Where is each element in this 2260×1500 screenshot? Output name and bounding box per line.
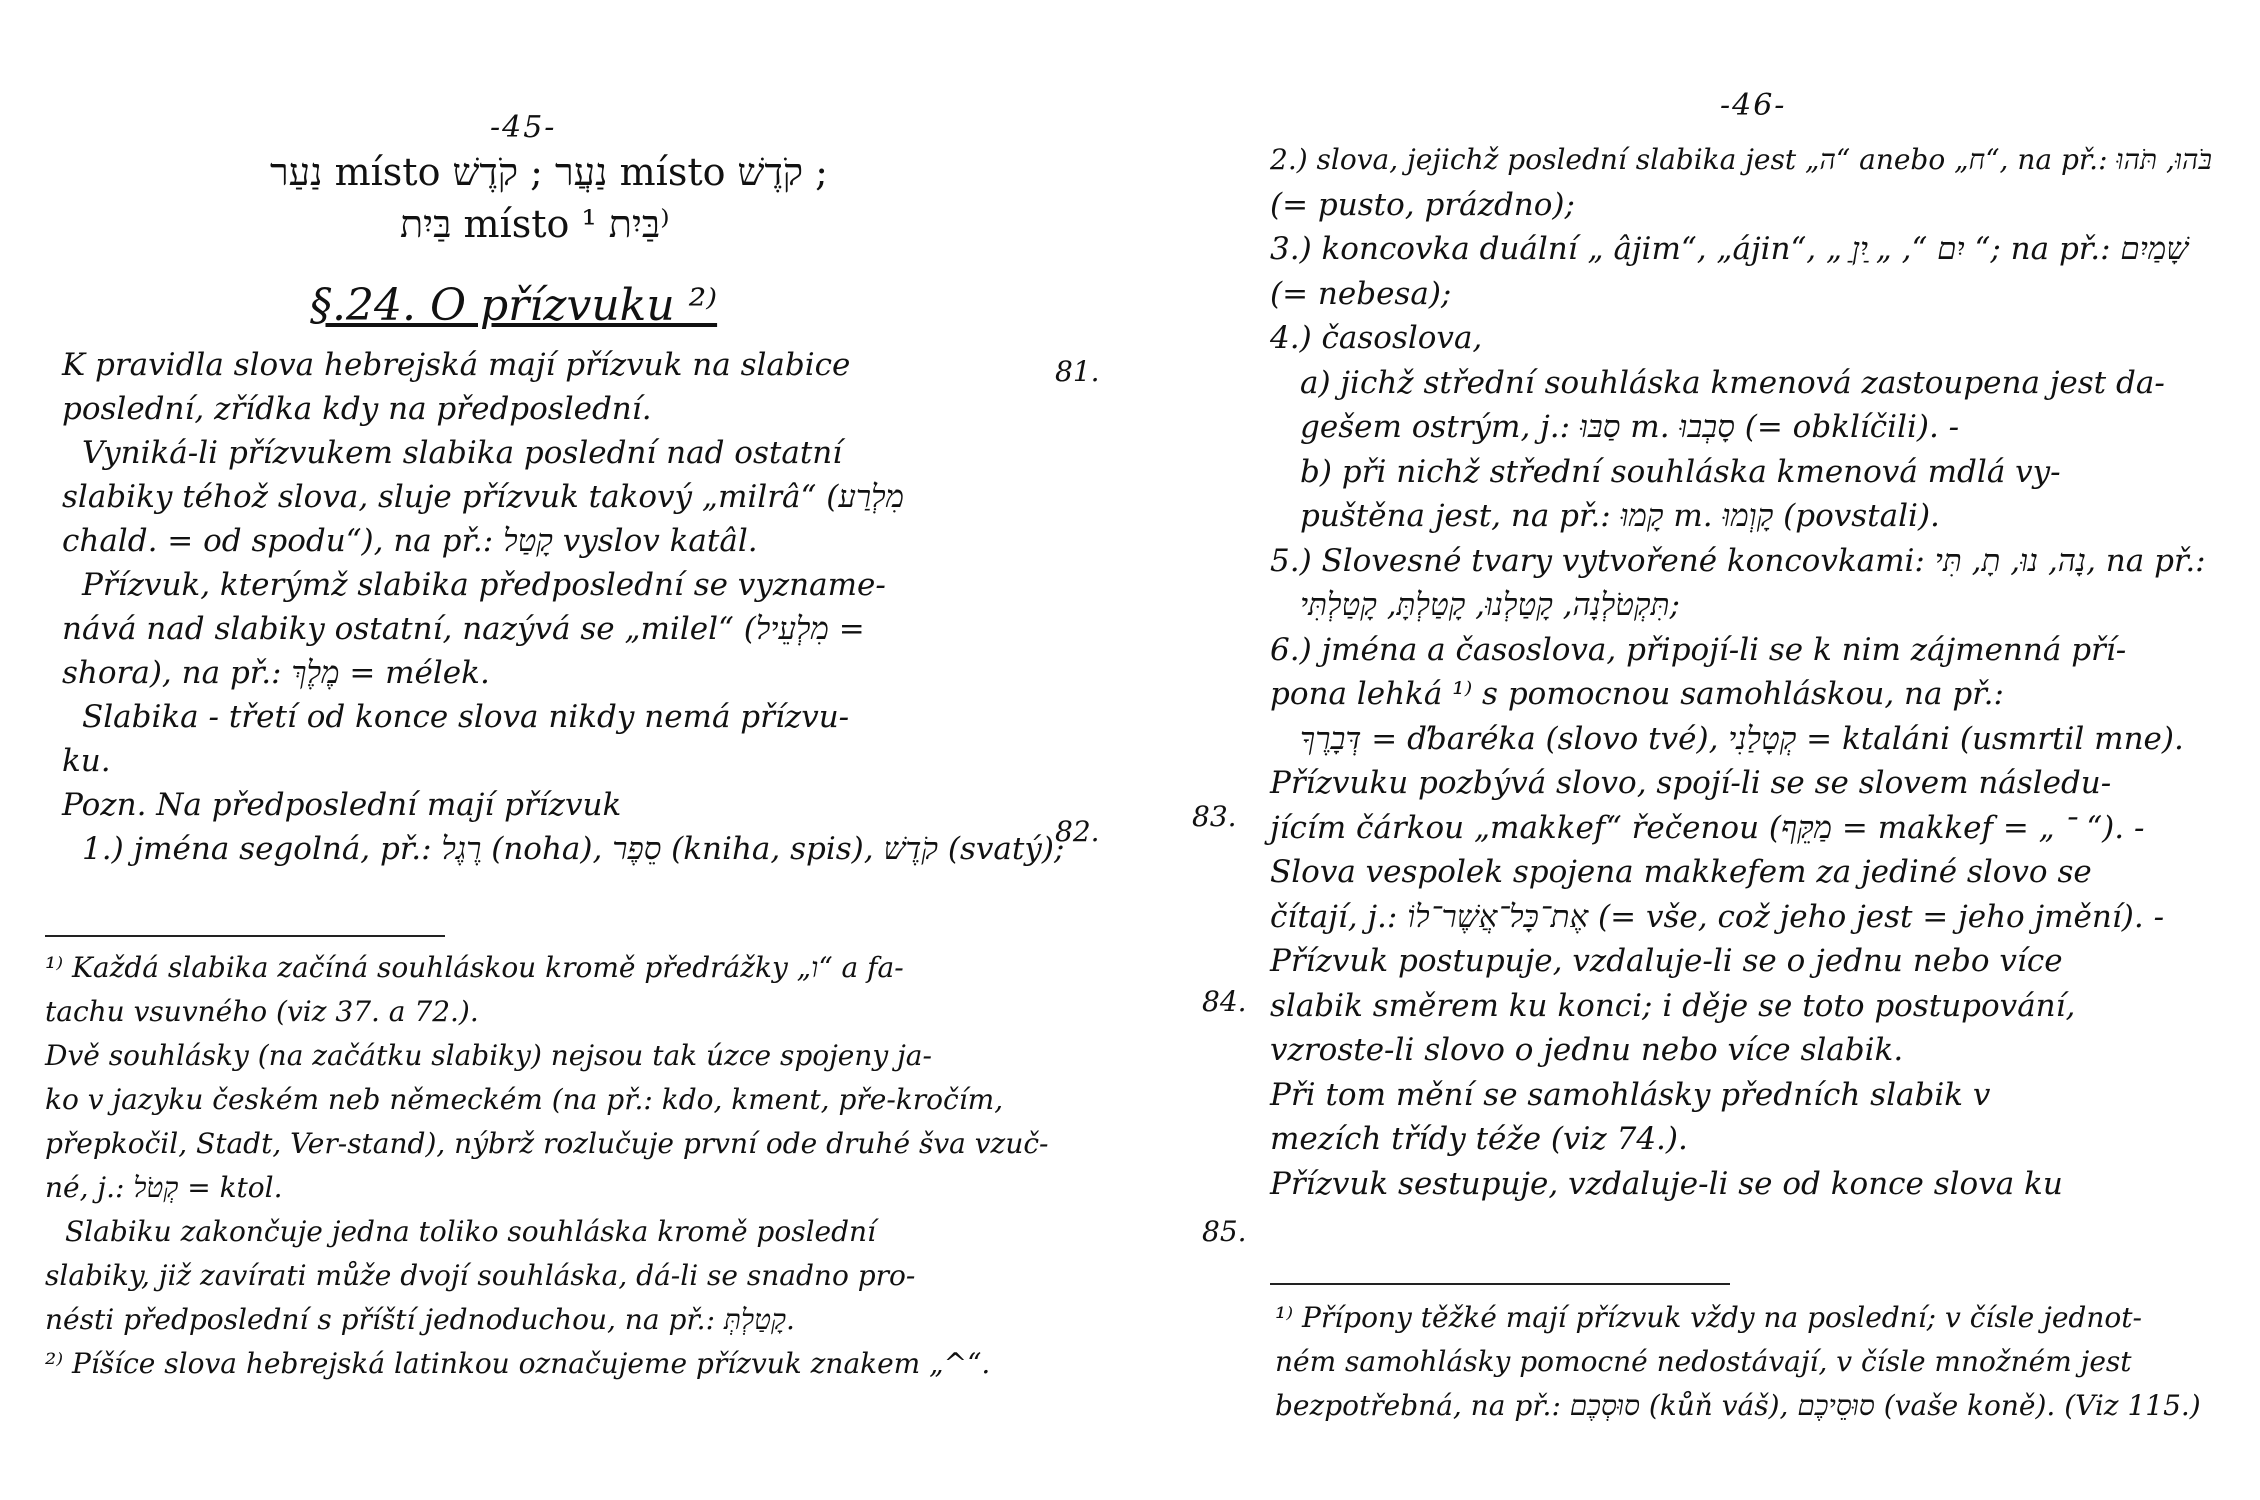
footnote-line: nésti předposlední s příští jednoduchou, na př.: קָטַלְתְּ. bbox=[45, 1303, 795, 1336]
margin-number-85: 85. bbox=[1202, 1215, 1247, 1248]
hebrew-top-line-2: בַּיִת místo בַּיִת ¹⁾ bbox=[400, 202, 670, 246]
footnote-line: tachu vsuvného (viz 37. a 72.). bbox=[45, 995, 479, 1028]
body-line: nává nad slabiky ostatní, nazývá se „milel“ (מִלְעֵיל = bbox=[62, 611, 865, 647]
body-line: poslední, zřídka kdy na předposlední. bbox=[62, 391, 652, 427]
footnote-line: ném samohlásky pomocné nedostávají, v čísle množném jest bbox=[1275, 1345, 2132, 1378]
body-line: slabik směrem ku konci; i děje se toto postupování, bbox=[1270, 987, 2076, 1024]
body-line: b) při nichž střední souhláska kmenová mdlá vy- bbox=[1300, 453, 2061, 490]
body-line: K pravidla slova hebrejská mají přízvuk na slabice bbox=[62, 347, 851, 383]
body-line: pona lehká ¹⁾ s pomocnou samohláskou, na př.: bbox=[1270, 676, 2004, 712]
body-line: 6.) jména a časoslova, připojí-li se k nim zájmenná pří- bbox=[1270, 631, 2127, 668]
hebrew-top-line-1: נַעַר místo נַעֲר ; קֹדֶשׁ místo קֹדֶשׁ ; bbox=[270, 150, 828, 194]
footnote-line: Dvě souhlásky (na začátku slabiky) nejsou tak úzce spojeny ja- bbox=[45, 1039, 932, 1072]
margin-number-84: 84. bbox=[1202, 985, 1247, 1018]
footnote-line: ko v jazyku českém neb německém (na př.: kdo, kment, pře-kročím, bbox=[45, 1083, 1004, 1116]
page-number-right: -46- bbox=[1720, 88, 1787, 123]
body-line: 4.) časoslova, bbox=[1270, 320, 1483, 356]
body-line: Slova vespolek spojena makkefem za jediné slovo se bbox=[1270, 854, 2092, 890]
body-line: gešem ostrým, j.: סַבּוּ m. סָבְבוּ (= obklíčili). - bbox=[1300, 409, 1960, 445]
body-line: תִּקְטֹלְנָה, קָטַלְנוּ, קָטַלְתָּ, קָטַלְתִּי; bbox=[1300, 587, 1680, 623]
body-line: 2.) slova, jejichž poslední slabika jest „ה“ anebo „ח“, na př.: בֹּהוּ, תֹּהוּ bbox=[1270, 143, 2212, 176]
body-line: jícím čárkou „makkef“ řečenou (מַקֵּף = makkef = „ ־ “). - bbox=[1270, 809, 2145, 846]
footnote-line: slabiky, již zavírati může dvojí souhláska, dá-li se snadno pro- bbox=[45, 1259, 916, 1292]
body-line: 1.) jména segolná, př.: רֶגֶל (noha), סֵפֶר (kniha, spis), קֹדֶשׁ (svatý); bbox=[82, 831, 1065, 867]
footnote-line: ¹⁾ Přípony těžké mají přízvuk vždy na poslední; v čísle jednot- bbox=[1275, 1301, 2142, 1334]
section-title-text: §.24. O přízvuku ²⁾ bbox=[310, 280, 718, 331]
body-line: čítají, j.: אֶת־כָּל־אֲשֶׁר־לוֹ (= vše, což jeho jest = jeho jmění). - bbox=[1270, 898, 2165, 935]
body-line: chald. = od spodu“), na př.: קָטַל vyslov katâl. bbox=[62, 523, 758, 559]
body-line: a) jichž střední souhláska kmenová zastoupena jest da- bbox=[1300, 364, 2165, 401]
body-line: slabiky téhož slova, sluje přízvuk takový „milrâ“ (מִלְרַע bbox=[62, 479, 904, 515]
section-title bbox=[310, 280, 717, 331]
body-line: 3.) koncovka duální „ âjim“, „ájin“, „ ַיִם “, „ ַיִן “; na př.: שָׁמַיִם bbox=[1270, 231, 2189, 267]
footnote-line: ¹⁾ Každá slabika začíná souhláskou kromě předrážky „ו“ a fa- bbox=[45, 951, 904, 984]
body-line: Při tom mění se samohlásky předních slabik v bbox=[1270, 1076, 1991, 1113]
body-line: דְּבָרֶךָ = ďbaréka (slovo tvé), קְטָלַנִי = ktaláni (usmrtil mne). bbox=[1300, 720, 2184, 757]
margin-number-82: 82. bbox=[1055, 815, 1100, 848]
margin-number-83: 83. bbox=[1192, 800, 1237, 833]
body-line: 5.) Slovesné tvary vytvořené koncovkami: נָה, נוּ, תָ, תִּי, na př.: bbox=[1270, 542, 2206, 579]
footnote-line: né, j.: קְטֹל = ktol. bbox=[45, 1171, 283, 1204]
footnote-line: ²⁾ Píšíce slova hebrejská latinkou označujeme přízvuk znakem „^“. bbox=[45, 1347, 991, 1380]
body-line: Pozn. Na předposlední mají přízvuk bbox=[62, 787, 622, 823]
footnote-divider-right bbox=[1270, 1283, 1730, 1285]
body-line: Přízvuk postupuje, vzdaluje-li se o jednu nebo více bbox=[1270, 943, 2063, 979]
body-line: Přízvuk sestupuje, vzdaluje-li se od konce slova ku bbox=[1270, 1165, 2063, 1202]
body-line: (= pusto, prázdno); bbox=[1270, 186, 1575, 223]
body-line: vzroste-li slovo o jednu nebo více slabik. bbox=[1270, 1032, 1904, 1068]
body-line: Přízvuku pozbývá slovo, spojí-li se se slovem následu- bbox=[1270, 765, 2112, 801]
footnote-divider-left bbox=[45, 935, 445, 937]
body-line: Přízvuk, kterýmž slabika předposlední se vyzname- bbox=[82, 567, 886, 603]
body-line: Vyniká-li přízvukem slabika poslední nad ostatní bbox=[82, 435, 843, 471]
page-number-left: -45- bbox=[490, 110, 557, 145]
body-line: puštěna jest, na př.: קָמוּ m. קָוְמוּ (povstali). bbox=[1300, 498, 1940, 534]
footnote-line: bezpotřebná, na př.: סוּסְכֶם (kůň váš), סוּסֵיכֶם (vaše koně). (Viz 115.) bbox=[1275, 1389, 2201, 1422]
right-page bbox=[1130, 0, 2260, 1500]
body-line: mezích třídy téže (viz 74.). bbox=[1270, 1121, 1688, 1157]
body-line: (= nebesa); bbox=[1270, 275, 1452, 312]
footnote-line: Slabiku zakončuje jedna toliko souhláska kromě poslední bbox=[65, 1215, 877, 1248]
body-line: ku. bbox=[62, 743, 111, 779]
body-line: shora), na př.: מֶלֶךְ = mélek. bbox=[62, 655, 490, 691]
footnote-line: přepkočil, Stadt, Ver-stand), nýbrž rozlučuje první ode druhé šva vzuč- bbox=[45, 1127, 1049, 1160]
margin-number-81: 81. bbox=[1055, 355, 1100, 388]
body-line: Slabika - třetí od konce slova nikdy nemá přízvu- bbox=[82, 699, 850, 735]
